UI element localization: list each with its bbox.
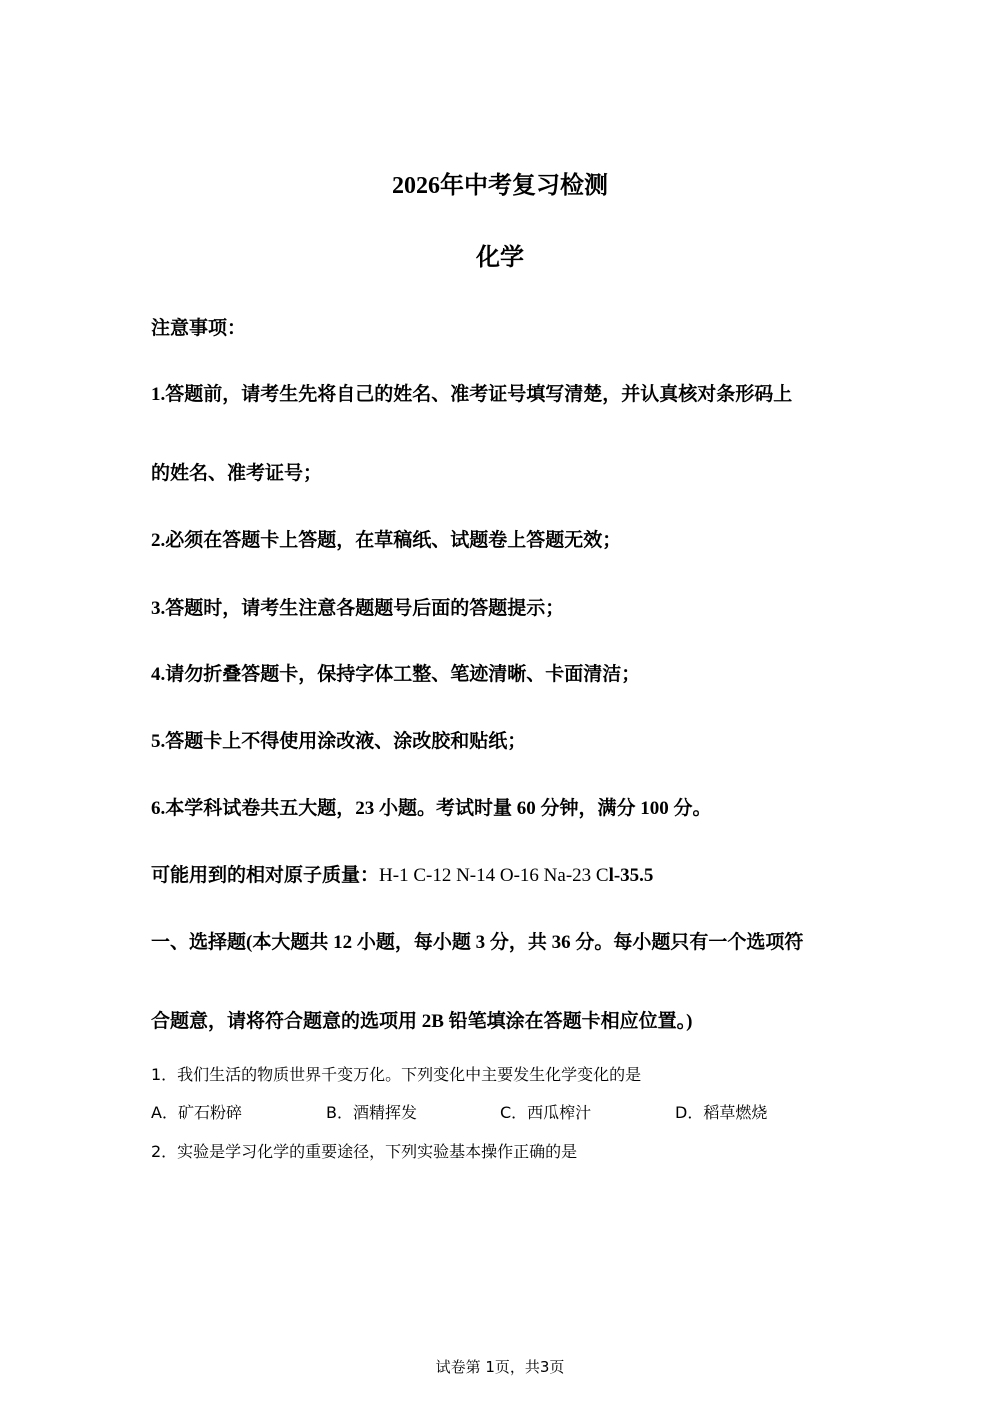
subject-title: 化学	[476, 245, 524, 271]
notice-item-1: 1.答题前，请考生先将自己的姓名、准考证号填写清楚，并认真核对条形码上	[151, 384, 793, 405]
notice-item-5: 5.答题卡上不得使用涂改液、涂改胶和贴纸；	[151, 731, 527, 752]
question-2-stem: 2．实验是学习化学的重要途径，下列实验基本操作正确的是	[151, 1142, 578, 1161]
atomic-mass-label: 可能用到的相对原子质量：	[151, 865, 380, 886]
section1-heading-line1: 一、选择题(本大题共 12 小题，每小题 3 分，共 36 分。每小题只有一个选项符	[151, 932, 804, 953]
atomic-mass-line	[151, 863, 871, 889]
notice-item-2: 2.必须在答题卡上答题，在草稿纸、试题卷上答题无效；	[151, 530, 622, 551]
question-1-option-d: D．稻草燃烧	[675, 1103, 768, 1122]
notice-heading: 注意事项：	[151, 318, 247, 339]
exam-title: 2026年中考复习检测	[392, 173, 608, 199]
question-1-option-a: A．矿石粉碎	[151, 1103, 242, 1122]
section1-heading-line2: 合题意，请将符合题意的选项用 2B 铅笔填涂在答题卡相应位置。)	[151, 1011, 693, 1032]
question-1-option-b: B．酒精挥发	[326, 1103, 417, 1122]
question-1-option-c: C．西瓜榨汁	[500, 1103, 592, 1122]
notice-item-6: 6.本学科试卷共五大题，23 小题。考试时量 60 分钟，满分 100 分。	[151, 798, 712, 819]
atomic-mass-values: H-1 C-12 N-14 O-16 Na-23 C	[379, 865, 609, 886]
atomic-mass-tail: l-35.5	[608, 865, 654, 886]
notice-item-3: 3.答题时，请考生注意各题题号后面的答题提示；	[151, 598, 565, 619]
notice-item-1-continued: 的姓名、准考证号；	[151, 463, 323, 484]
notice-item-4: 4.请勿折叠答题卡，保持字体工整、笔迹清晰、卡面清洁；	[151, 664, 641, 685]
question-1-stem: 1．我们生活的物质世界千变万化。下列变化中主要发生化学变化的是	[151, 1065, 642, 1084]
page-footer: 试卷第 1页，共3页	[435, 1358, 565, 1376]
